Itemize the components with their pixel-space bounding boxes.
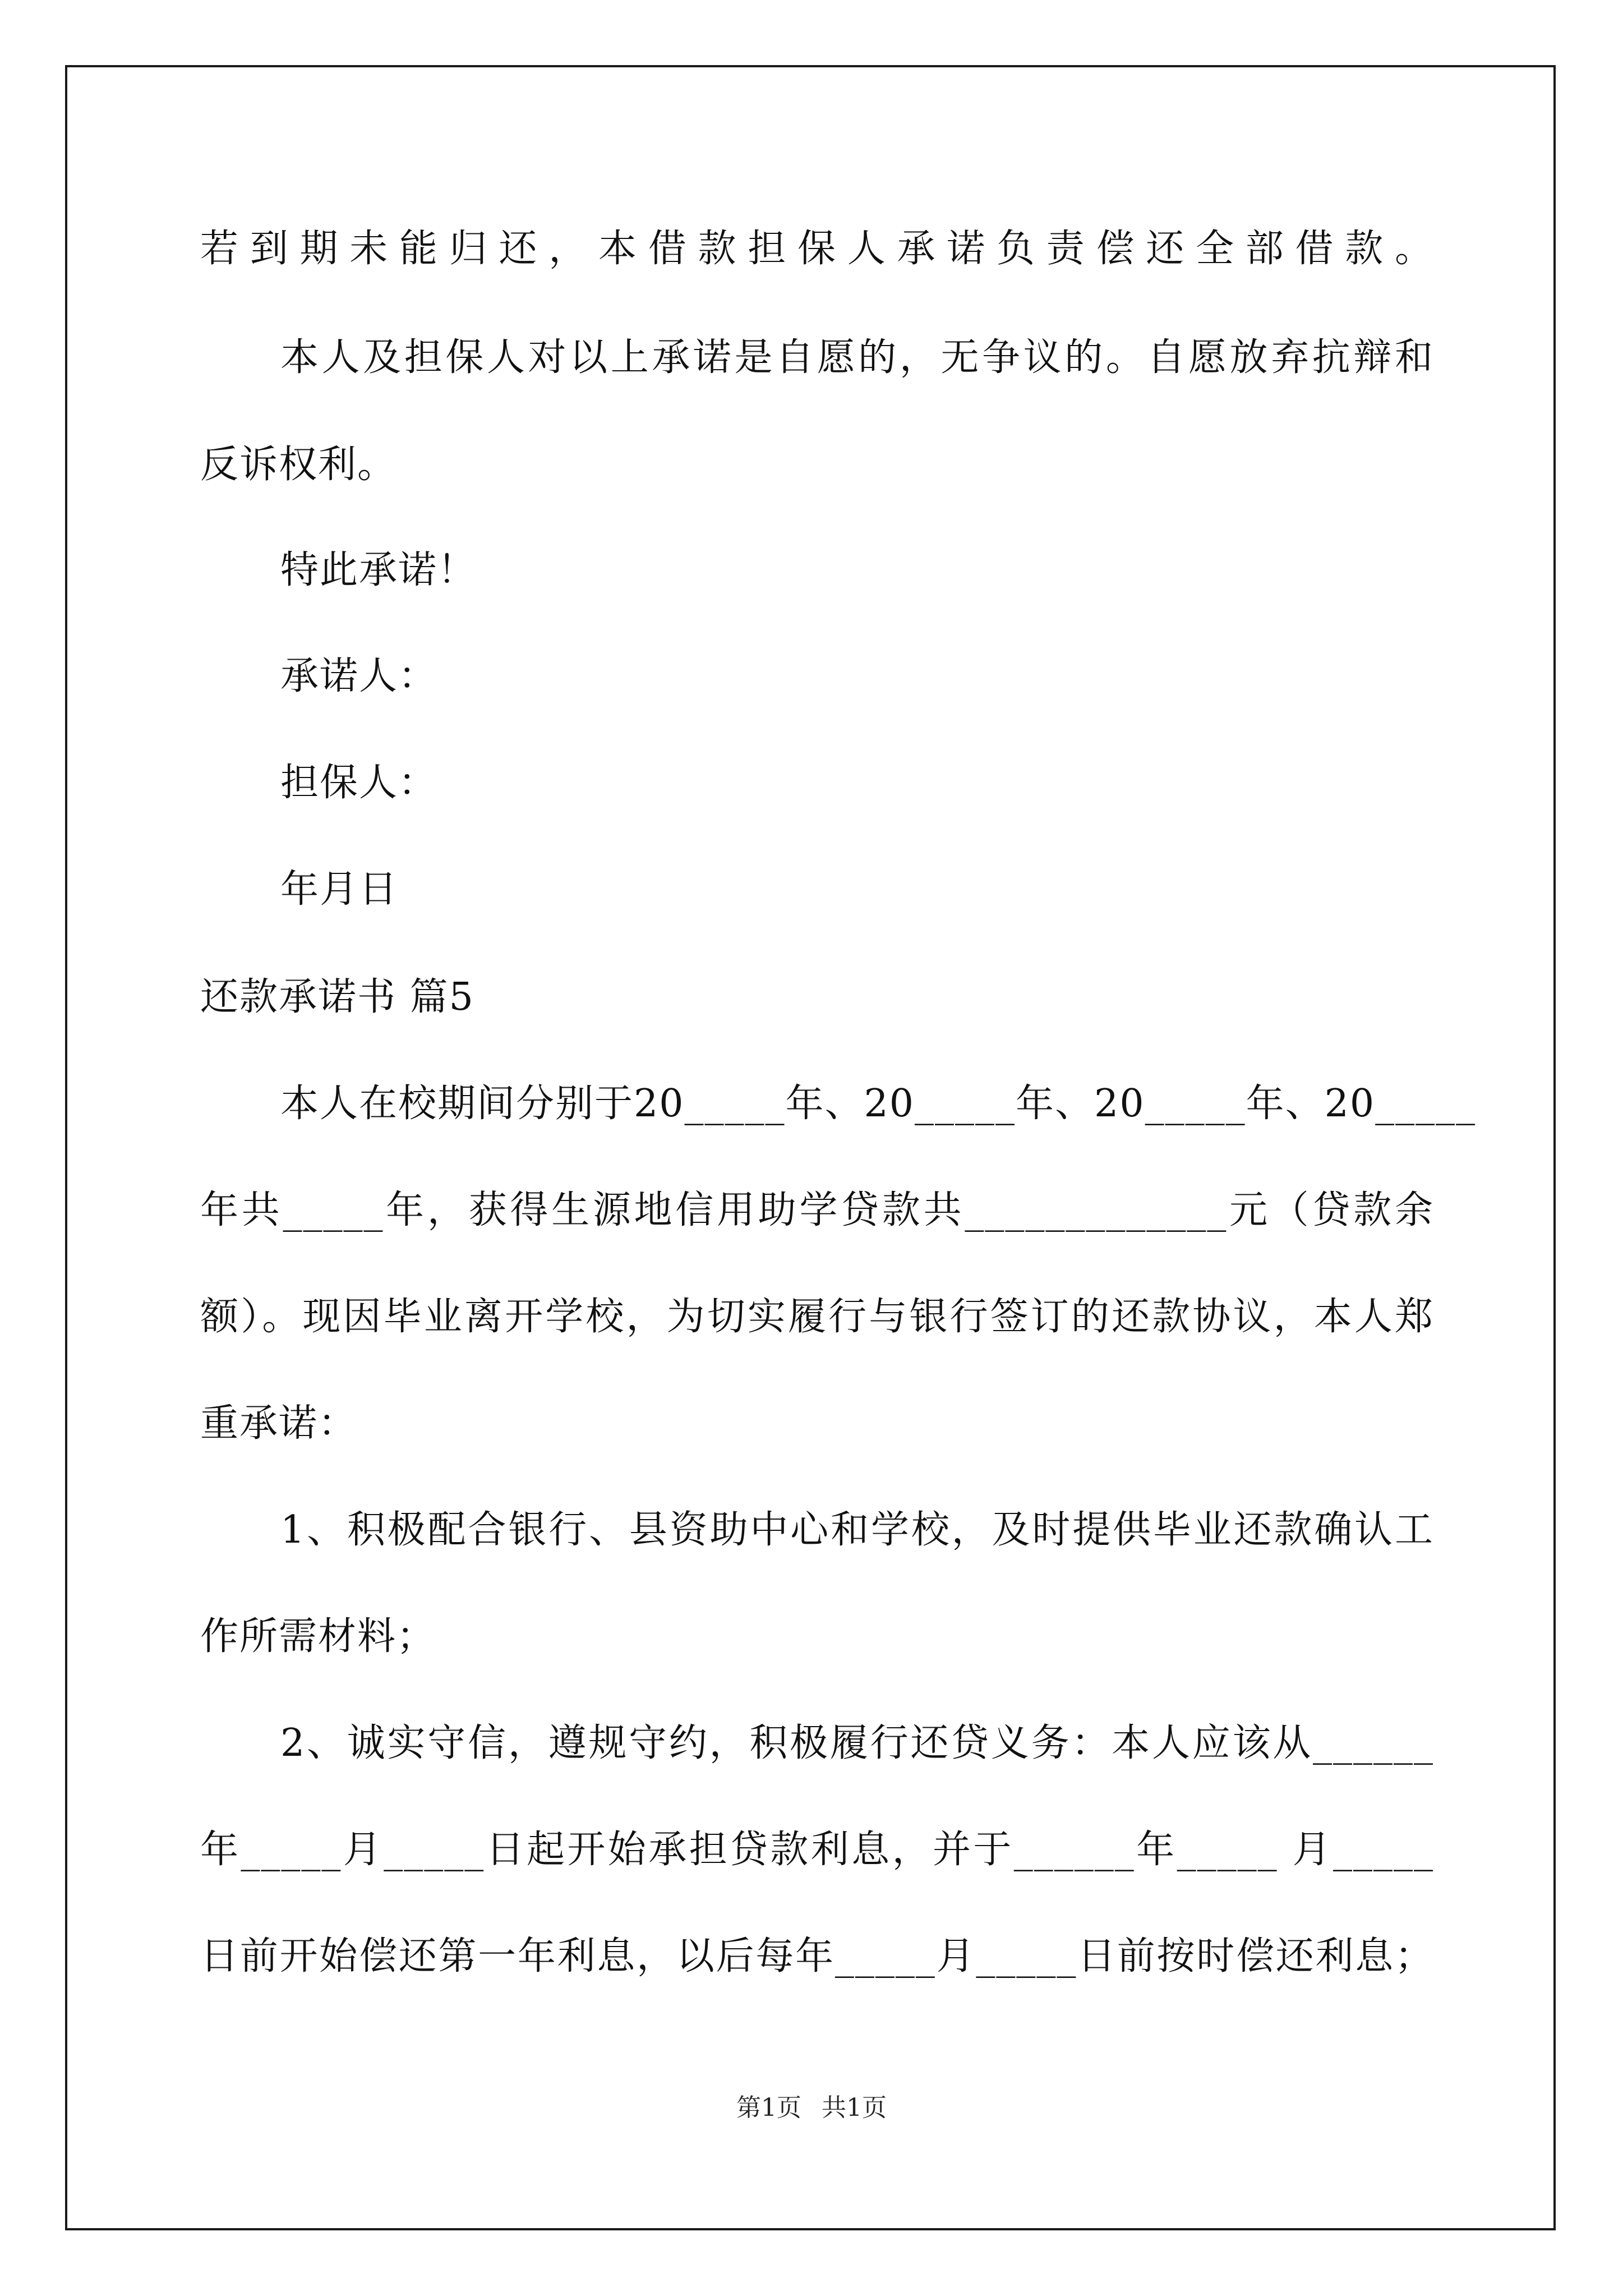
paragraph-line: 额）。现因毕业离开学校，为切实履行与银行签订的还款协议，本人郑 [200, 1295, 1434, 1339]
list-item-line: 1、积极配合银行、县资助中心和学校，及时提供毕业还款确认工 [280, 1508, 1434, 1552]
page-footer [0, 2091, 1623, 2125]
signature-label-promisor: 承诺人： [280, 654, 438, 698]
list-item-line: 日前开始偿还第一年利息，以后每年_____月_____日前按时偿还利息； [200, 1934, 1434, 1978]
list-item-line: 年_____月_____日起开始承担贷款利息，并于______年_____ 月_____ [200, 1828, 1434, 1872]
paragraph-line: 反诉权利。 [200, 443, 397, 487]
list-item-line: 作所需材料； [200, 1614, 436, 1659]
paragraph-line: 年共_____年，获得生源地信用助学贷款共_____________元（贷款余 [200, 1188, 1434, 1232]
paragraph-line: 特此承诺！ [280, 548, 477, 592]
paragraph-line: 重承诺： [200, 1401, 358, 1446]
page-number-current: 第1页 [736, 2093, 801, 2122]
page-number-total: 共1页 [822, 2093, 887, 2122]
page-border [65, 65, 1556, 2230]
paragraph-line: 本人在校期间分别于20_____年、20_____年、20_____年、20_____ [280, 1082, 1477, 1126]
section-title: 还款承诺书 篇5 [200, 975, 474, 1019]
signature-label-guarantor: 担保人： [280, 761, 438, 805]
paragraph-line: 本人及担保人对以上承诺是自愿的，无争议的。自愿放弃抗辩和 [280, 335, 1434, 380]
paragraph-line: 若到期未能归还，本借款担保人承诺负责偿还全部借款。 [200, 227, 1434, 271]
date-line: 年月日 [280, 867, 399, 912]
list-item-line: 2、诚实守信，遵规守约，积极履行还贷义务：本人应该从______ [280, 1721, 1434, 1765]
